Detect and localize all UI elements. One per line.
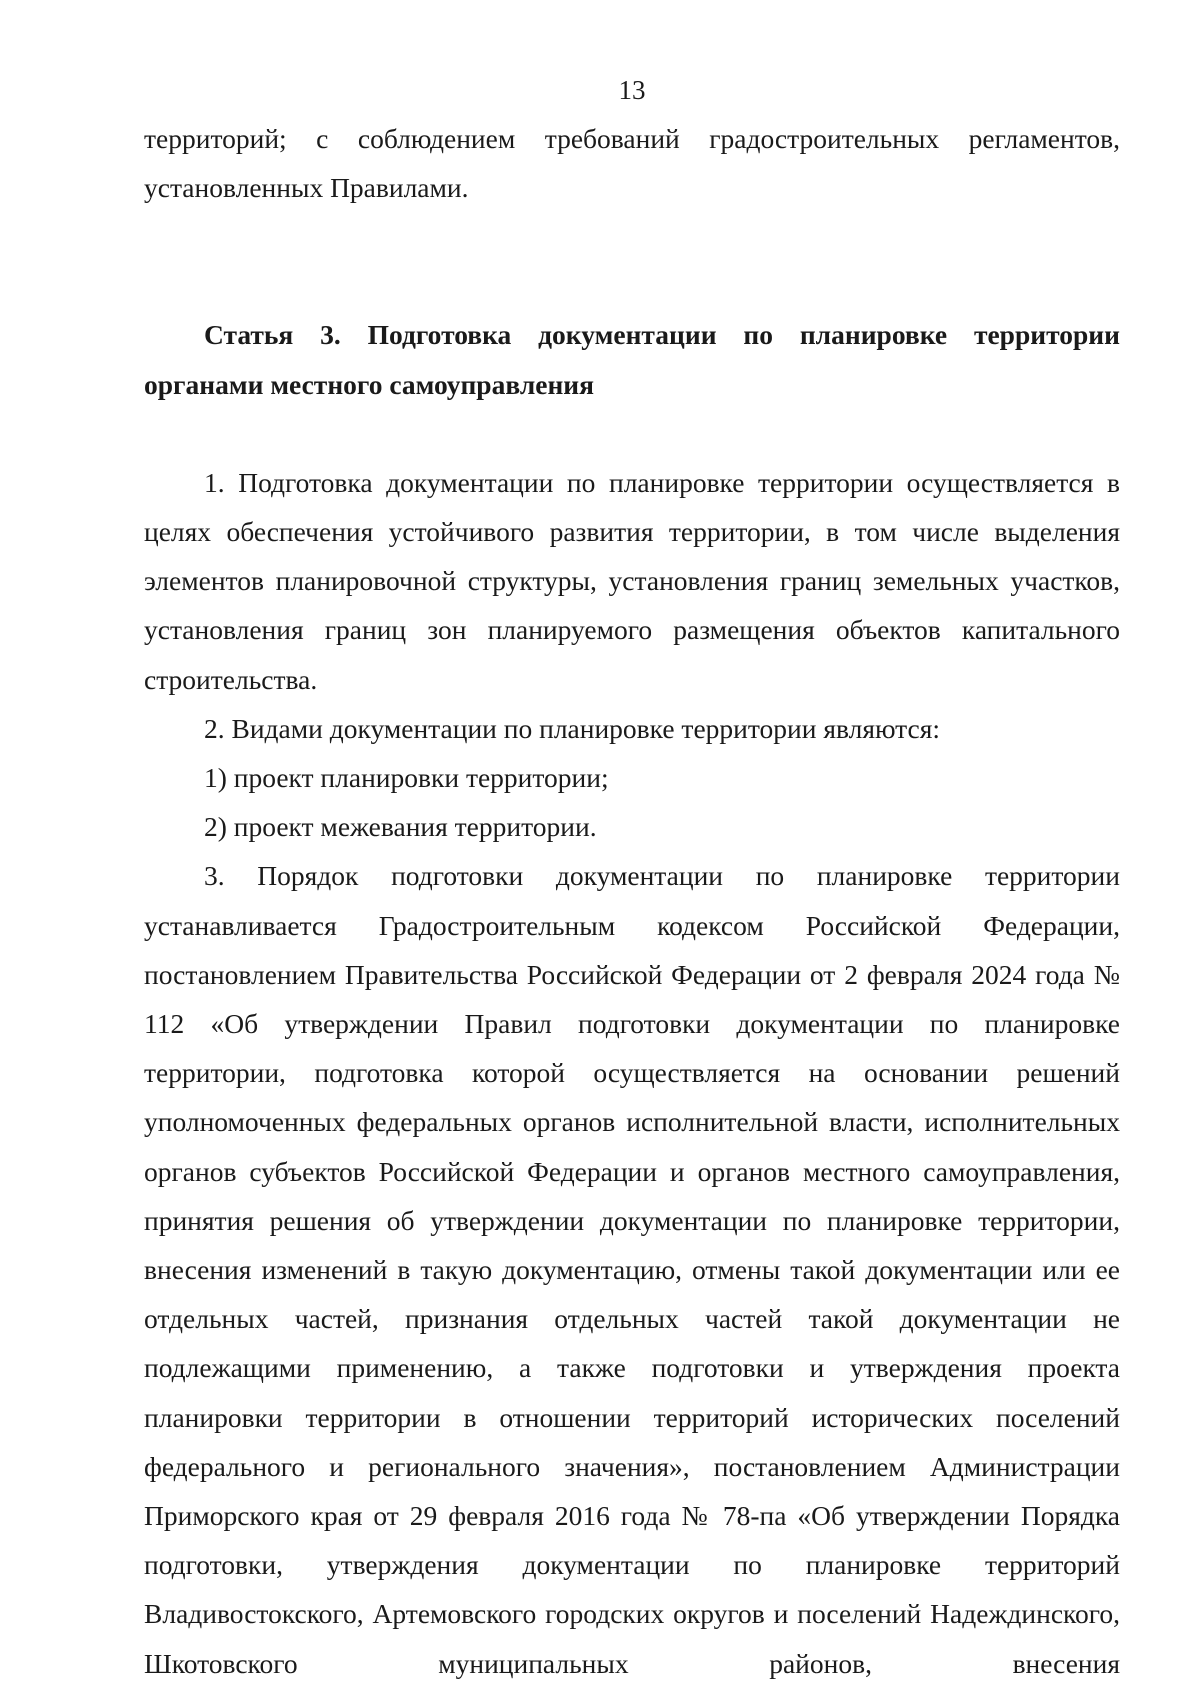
article-heading: Статья 3. Подготовка документации по планировке территории органами местного самоуправления <box>144 319 1120 400</box>
document-body <box>144 114 1120 1688</box>
spacer <box>144 212 1120 261</box>
spacer <box>144 409 1120 458</box>
page-number: 13 <box>618 75 646 105</box>
paragraph-3: 3. Порядок подготовки документации по планировке территории устанавливается Градостроительным кодексом Российской Федерации, постановлением Правительства Российской Федерации от 2 февраля 2024 года № 112 «Об утверждении Правил подготовки документации по планировке территории, подготовка которой осуществляется на основании решений уполномоченных федеральных органов исполнительной власти, исполнительных органов субъектов Российской Федерации и органов местного самоуправления, принятия решения об утверждении документации по планировке территории, внесения изменений в такую документацию, отмены такой документации или ее отдельных частей, признания отдельных частей такой документации не подлежащими применению, а также подготовки и утверждения проекта планировки территории в отношении территорий исторических поселений федерального и регионального значения», постановлением Администрации Приморского края от 29 февраля 2016 года № 78-па «Об утверждении Порядка подготовки, утверждения документации по планировке территорий Владивостокского, Артемовского городских округов и поселений Надеждинского, Шкотовского муниципальных районов, внесения <box>144 860 1120 1679</box>
intro-paragraph: территорий; с соблюдением требований градостроительных регламентов, установленных Правилами. <box>144 123 1120 204</box>
paragraph-2: 2. Видами документации по планировке территории являются: <box>204 712 941 744</box>
list-item-1: 1) проект планировки территории; <box>204 762 609 794</box>
list-item-2: 2) проект межевания территории. <box>204 811 597 843</box>
paragraph-1: 1. Подготовка документации по планировке территории осуществляется в целях обеспечения устойчивого развития территории, в том числе выделения элементов планировочной структуры, установления границ земельных участков, установления границ зон планируемого размещения объектов капитального строительства. <box>144 466 1120 695</box>
